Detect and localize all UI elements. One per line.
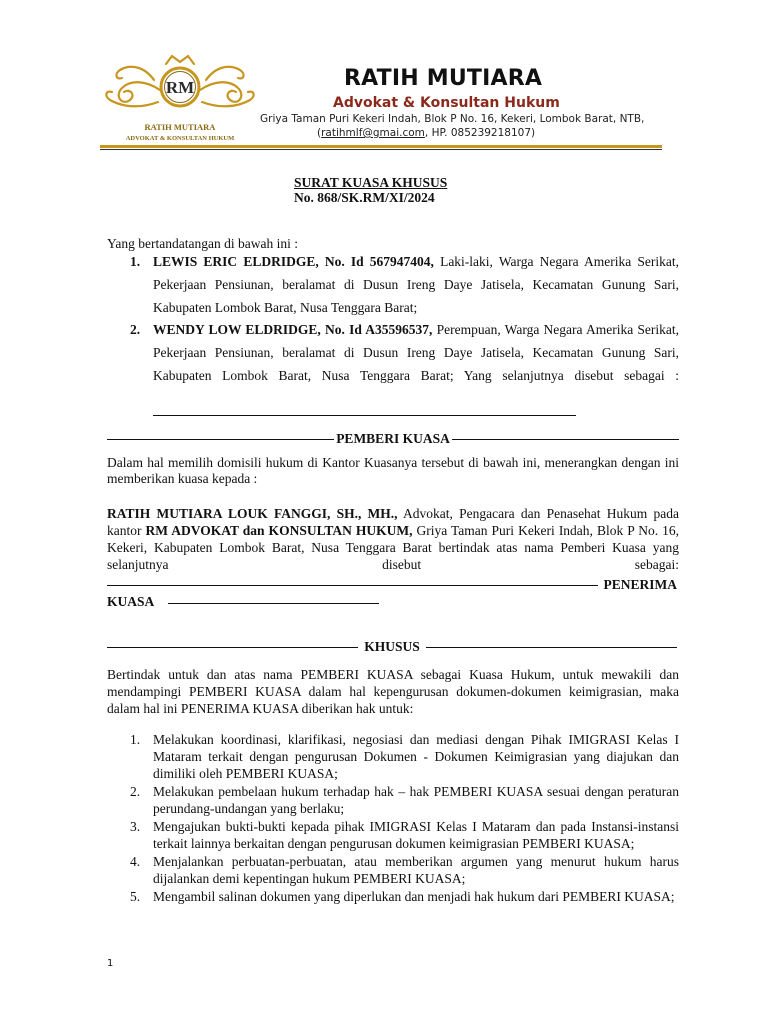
logo-caption-sub: ADVOKAT & KONSULTAN HUKUM [125,135,235,142]
powers-list [107,731,679,906]
party-item-2 [130,318,679,387]
mandate-paragraph: Bertindak untuk dan atas nama PEMBERI KUASA sebagai Kuasa Hukum, untuk mewakili dan mendampingi PEMBERI KUASA dalam hal kepengurusan dokumen-dokumen keimigrasian, maka dalam hal ini PENERIMA KUASA diberikan hak untuk: [107,667,679,716]
logo-caption-name: RATIH MUTIARA [144,122,216,132]
recipient-text-1: Advokat, Pengacara dan Penasehat Hukum pada kantor [107,506,680,538]
recipient-paragraph [107,506,679,574]
contact-phone: , HP. 085239218107) [424,127,536,139]
list-item-text: Mengajukan bukti-bukti kepada pihak IMIGRASI Kelas I Mataram dan pada Instansi-instansi terkait lainnya berkaitan dengan pengurusan dokumen keimigrasian PEMBERI KUASA; [153,819,679,851]
party-name: LEWIS ERIC ELDRIDGE, No. Id 567947404, [153,254,434,269]
party-details: Perempuan, Warga Negara Amerika Serikat, Pekerjaan Pensiunan, beralamat di Dusun Ireng Daye Jatisela, Kecamatan Gunung Sari, Kabupaten Lombok Barat, Nusa Tenggara Barat; Yang selanjutnya disebut sebagai : [153,322,679,383]
recipient-text-2: Griya Taman Puri Kekeri Indah, Blok P No. 16, Kekeri, Kabupaten Lombok Barat, Nusa Tenggara Barat bertindak atas nama Pemberi Kuasa yang selanjutnya disebut sebagai: [107,522,679,572]
firm-address: Griya Taman Puri Kekeri Indah, Blok P No. 16, Kekeri, Lombok Barat, NTB, [260,113,645,125]
firm-subtitle: Advokat & Konsultan Hukum [333,95,560,111]
khusus-label: KHUSUS [364,639,420,654]
list-item-number: 2. [130,784,141,799]
contact-open: ( [317,127,322,139]
party-details: Laki-laki, Warga Negara Amerika Serikat, Pekerjaan Pensiunan, beralamat di Dusun Ireng Daye Jatisela, Kecamatan Gunung Sari, Kabupaten Lombok Barat, Nusa Tenggara Barat; [153,254,679,315]
khusus-divider [107,639,677,655]
party-underline [153,415,576,416]
party-number: 1. [130,254,141,269]
letterhead-gold-rule [100,145,662,148]
letterhead-dark-rule [100,149,662,150]
firm-logo [100,50,260,146]
document-number: No. 868/SK.RM/XI/2024 [294,190,435,205]
penerima-label: PENERIMA [603,577,677,592]
document-title: SURAT KUASA KHUSUS [294,175,448,190]
list-item-number: 5. [130,889,141,904]
kuasa-underline [168,603,379,604]
list-item-number: 1. [130,732,141,747]
intro-text: Yang bertandatangan di bawah ini : [107,236,298,251]
list-item [107,853,679,887]
penerima-kuasa-line [107,577,679,593]
list-item-text: Melakukan pembelaan hukum terhadap hak – hak PEMBERI KUASA sesuai dengan peraturan perundang-undangan yang berlaku; [153,784,679,816]
firm-name: RATIH MUTIARA [344,66,543,91]
party-name: WENDY LOW ELDRIDGE, No. Id A35596537, [153,322,433,337]
kuasa-label: KUASA [107,594,155,609]
domicile-paragraph: Dalam hal memilih domisili hukum di Kantor Kuasanya tersebut di bawah ini, menerangkan dengan ini memberikan kuasa kepada : [107,455,679,487]
list-item [107,818,679,852]
list-item-number: 4. [130,854,141,869]
list-item-text: Menjalankan perbuatan-perbuatan, atau memberikan argumen yang menurut hukum harus dijalankan demi kepentingan hukum PEMBERI KUASA; [153,854,679,886]
firm-contact [317,127,535,139]
logo-monogram: RM [165,78,195,97]
page-number: 1 [107,958,114,969]
list-item-number: 3. [130,819,141,834]
party-number: 2. [130,322,141,337]
list-item-text: Melakukan koordinasi, klarifikasi, negosiasi dan mediasi dengan Pihak IMIGRASI Kelas I Mataram terkait dengan pengurusan Dokumen - Dokumen Keimigrasian yang diajukan dan dimiliki oleh PEMBERI KUASA; [153,732,679,781]
list-item-text: Mengambil salinan dokumen yang diperlukan dan menjadi hak hukum dari PEMBERI KUASA; [153,889,675,904]
party-item-1 [130,250,679,319]
list-item [107,731,679,782]
pemberi-kuasa-label: PEMBERI KUASA [336,431,450,446]
recipient-name: RATIH MUTIARA LOUK FANGGI, SH., MH., [107,506,398,521]
firm-email-link[interactable]: ratihmlf@gmai.com [321,127,425,139]
pemberi-kuasa-divider [107,431,679,447]
list-item [107,888,679,905]
recipient-office: RM ADVOKAT dan KONSULTAN HUKUM, [145,522,413,538]
list-item [107,783,679,817]
